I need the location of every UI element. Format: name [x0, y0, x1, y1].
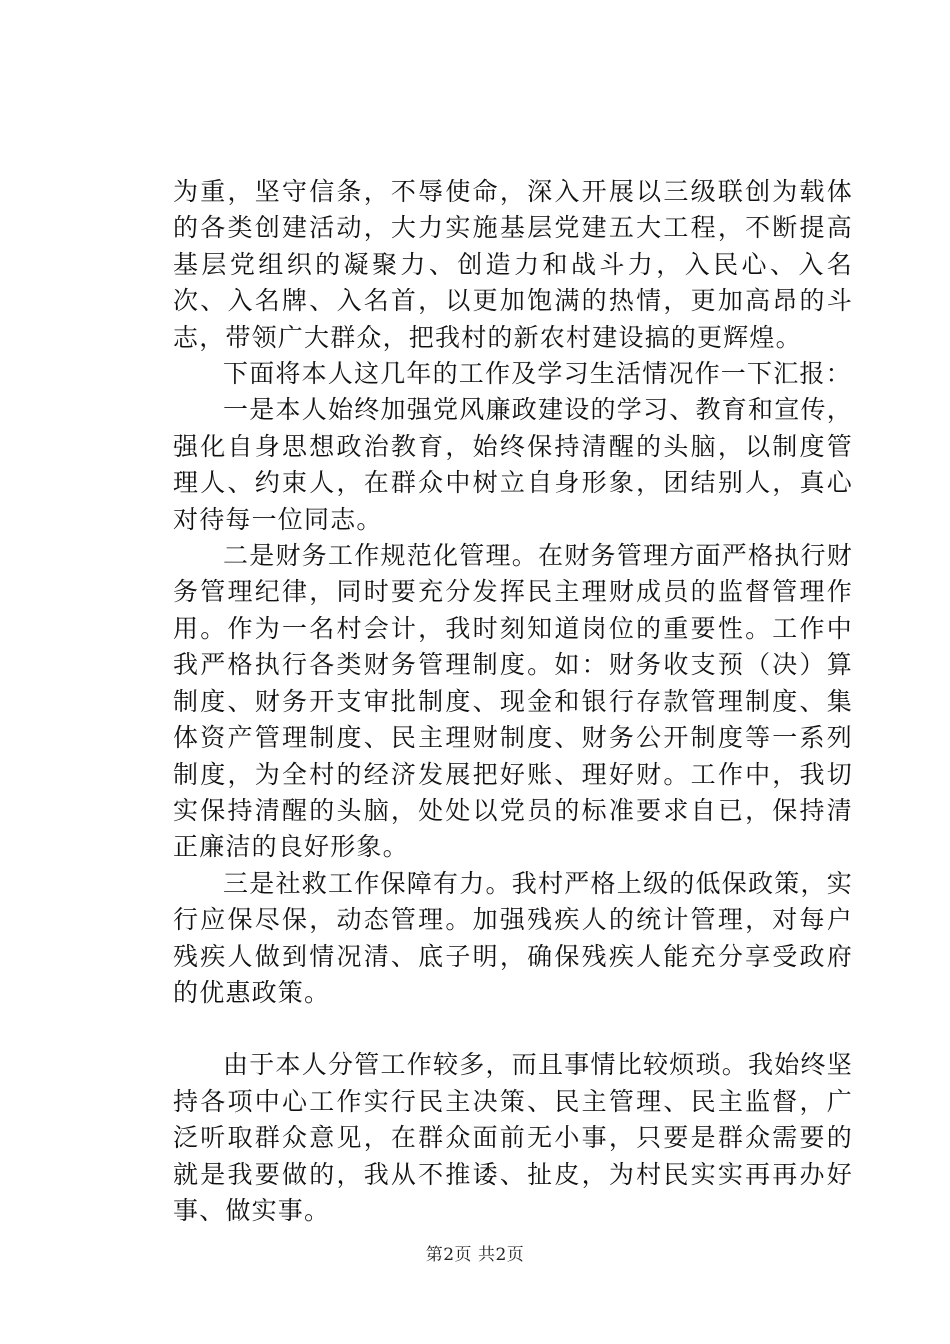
paragraph-point-two: 二是财务工作规范化管理。在财务管理方面严格执行财务管理纪律，同时要充分发挥民主理财成员的监督管理作用。作为一名村会计，我时刻知道岗位的重要性。工作中我严格执行各类财务管理制度。如：财务收支预（决）算制度、财务开支审批制度、现金和银行存款管理制度、集体资产管理制度、民主理财制度、财务公开制度等一系列制度，为全村的经济发展把好账、理好财。工作中，我切实保持清醒的头脑，处处以党员的标准要求自已，保持清正廉洁的良好形象。	[173, 541, 853, 862]
document-body	[173, 174, 853, 1229]
paragraph-point-three: 三是社救工作保障有力。我村严格上级的低保政策，实行应保尽保，动态管理。加强残疾人的统计管理，对每户残疾人做到情况清、底子明，确保残疾人能充分享受政府的优惠政策。	[173, 868, 853, 1007]
paragraph-closing: 由于本人分管工作较多，而且事情比较烦琐。我始终坚持各项中心工作实行民主决策、民主管理、民主监督，广泛听取群众意见，在群众面前无小事，只要是群众需要的就是我要做的，我从不推诿、扯皮，为村民实实再再办好事、做实事。	[173, 1050, 853, 1225]
page-number-label: 第2页 共2页	[425, 1245, 525, 1265]
paragraph-continuation: 为重，坚守信条，不辱使命，深入开展以三级联创为载体的各类创建活动，大力实施基层党建五大工程，不断提高基层党组织的凝聚力、创造力和战斗力，入民心、入名次、入名牌、入名首，以更加饱满的热情，更加高昂的斗志，带领广大群众，把我村的新农村建设搞的更辉煌。	[173, 177, 853, 352]
paragraph-report-intro: 下面将本人这几年的工作及学习生活情况作一下汇报：	[223, 359, 852, 389]
page-footer	[0, 1244, 950, 1266]
paragraph-point-one: 一是本人始终加强党风廉政建设的学习、教育和宣传，强化自身思想政治教育，始终保持清醒的头脑，以制度管理人、约束人，在群众中树立自身形象，团结别人，真心对待每一位同志。	[173, 395, 853, 534]
